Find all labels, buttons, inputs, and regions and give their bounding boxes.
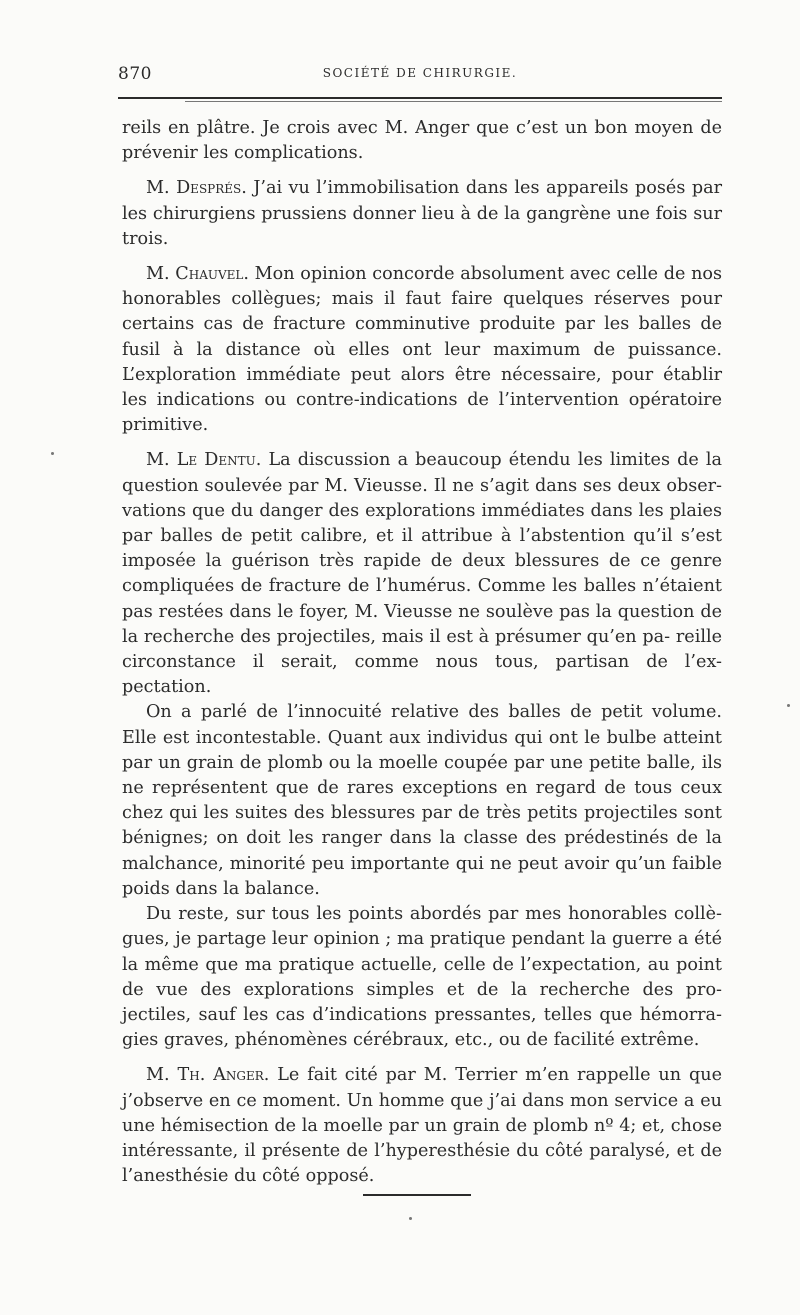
text-line: par un grain de plomb ou la moelle coupée par une petite balle, (122, 752, 696, 773)
header-rule-thin (185, 101, 722, 102)
print-speck (409, 1217, 412, 1220)
paragraph-despres (122, 176, 722, 252)
text-line: les indications ou contre-indications de l’intervention opératoire (122, 390, 722, 411)
text-line: chose intéressante, il présente de l’hyperesthésie du côté paralysé, (122, 1115, 722, 1161)
text-line: malchance, minorité peu importante qui ne peut avoir qu’un faible (122, 853, 722, 874)
text-line: sur trois. (122, 203, 722, 249)
text-line: ils ne représentent que de rares exceptions en regard de tous ceux (122, 752, 723, 799)
text-line: Du reste, sur tous les points abordés par mes honorables collè- (146, 904, 722, 925)
text-line: . La discussion a beaucoup étendu les limites de la (255, 450, 722, 471)
text-line: de prévenir les complications. (122, 118, 723, 164)
text-line: reille circonstance il serait, comme nous tous, partisan de l’ex- (122, 626, 723, 673)
speaker-prefix: M. (146, 178, 177, 199)
text-line: chez qui les suites des blessures par de très petits projectiles sont (122, 803, 722, 824)
text-line: vations que du danger des explorations immédiates dans les plaies (122, 500, 722, 521)
text-line: les chirurgiens prussiens donner lieu à de la gangrène une fois (122, 203, 688, 224)
text-line: imposée la guérison très rapide de deux blessures de ce genre (122, 551, 722, 572)
paragraph-du-reste (122, 902, 722, 1053)
text-line: compliquées de fracture de l’humérus. Comme les balles n’étaient (122, 576, 722, 597)
page-number: 870 (118, 64, 152, 84)
paragraph-chauvel (122, 262, 722, 438)
text-line: point de vue des explorations simples et de la recherche des pro- (122, 954, 722, 1000)
text-line: bénignes; on doit les ranger dans la classe des prédestinés de la (122, 828, 722, 849)
text-line: Elle est incontestable. Quant aux individus qui ont le bulbe atteint (122, 727, 722, 748)
text-line: . J’ai vu l’immobilisation dans les appareils posés par (241, 178, 722, 199)
text-line: jectiles, sauf les cas d’indications pressantes, telles que hémorra- (122, 1004, 722, 1025)
text-line: On a parlé de l’innocuité relative des balles de petit volume. (146, 702, 722, 723)
running-head: SOCIÉTÉ DE CHIRURGIE. (322, 66, 518, 80)
text-line: primitive. (122, 415, 209, 436)
end-rule (363, 1194, 471, 1196)
paragraph-continuation (122, 116, 722, 166)
paragraph-le-dentu (122, 448, 722, 700)
paragraph-th-anger (122, 1063, 722, 1189)
text-line: pour certains cas de fracture comminutive produite par les balles (122, 289, 723, 335)
text-line: nos honorables collègues; mais il faut faire quelques réserves (122, 264, 723, 310)
text-line: gies graves, phénomènes cérébraux, etc., ou de facilité extrême. (122, 1030, 700, 1051)
speaker-prefix: M. (146, 1065, 178, 1086)
page-header (118, 64, 722, 88)
text-line: poids dans la balance. (122, 878, 320, 899)
text-line: la recherche des projectiles, mais il est à présumer qu’en pa- (122, 626, 671, 647)
text-line: pas restées dans le foyer, M. Vieusse ne soulève pas la question de (122, 601, 722, 622)
text-line: L’exploration immédiate peut alors être nécessaire, pour établir (122, 364, 722, 385)
text-line: . Mon opinion concorde absolument avec celle de (243, 264, 686, 285)
text-line: question soulevée par M. Vieusse. Il ne s’agit dans ses deux obser- (122, 475, 722, 496)
text-line: gues, je partage leur opinion ; ma pratique pendant la guerre a (122, 929, 689, 950)
text-line: j’observe en ce moment. Un homme que j’ai dans mon service a (122, 1090, 695, 1111)
speaker-prefix: M. (146, 264, 176, 285)
text-line: été la même que ma pratique actuelle, celle de l’expectation, au (122, 929, 722, 975)
speaker-name: Th. Anger (177, 1065, 264, 1086)
text-line: et de l’anesthésie du côté opposé. (122, 1140, 722, 1187)
speaker-name: Després (176, 178, 242, 199)
speaker-name: Chauvel (175, 264, 244, 285)
print-speck (787, 704, 790, 707)
text-line: par balles de petit calibre, et il attribue à l’abstention qu’il s’est (122, 526, 722, 547)
paragraph-innocuite (122, 700, 722, 902)
speaker-prefix: M. (146, 450, 177, 471)
speaker-name: Le Dentu (176, 450, 256, 471)
text-line: eu une hémisection de la moelle par un grain de plomb nº 4; et, (122, 1090, 723, 1136)
text-line: pectation. (122, 677, 212, 698)
text-line: reils en plâtre. Je crois avec M. Anger que c’est un bon moyen (122, 118, 694, 138)
body-text (122, 116, 722, 1189)
text-line: . Le fait cité par M. Terrier m’en rappelle un que (263, 1065, 722, 1086)
header-rule (118, 97, 722, 99)
print-speck (51, 452, 54, 455)
text-line: de fusil à la distance où elles ont leur maximum de puissance. (122, 314, 722, 360)
